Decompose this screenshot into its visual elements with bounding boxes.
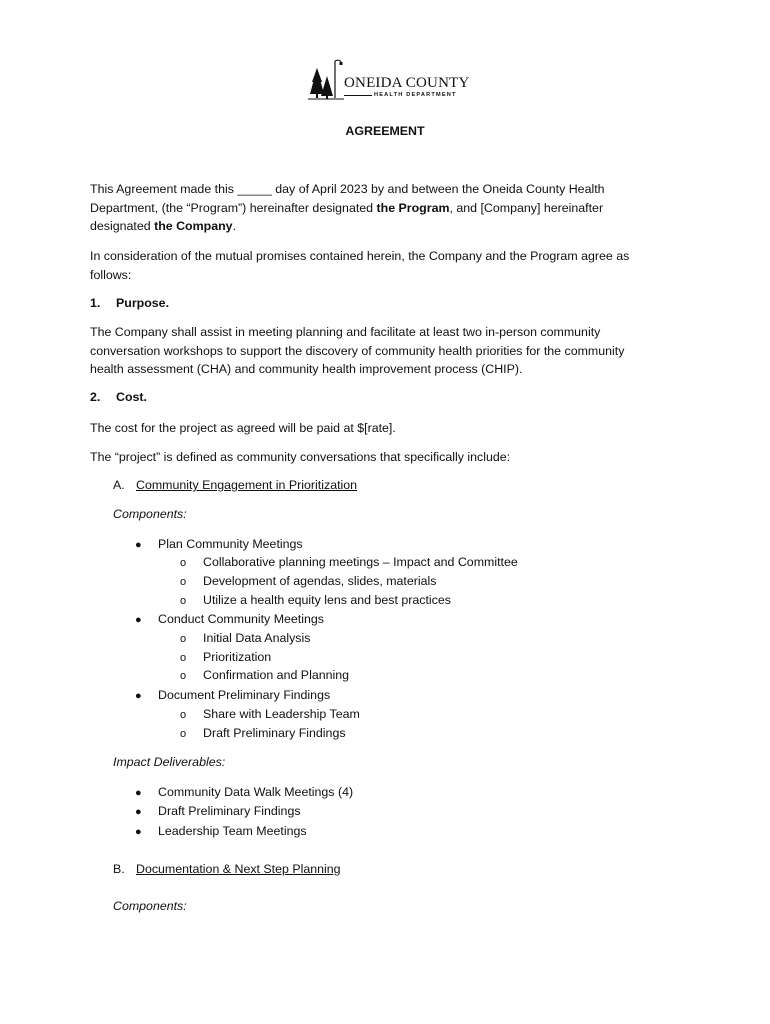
consideration-line-1: In consideration of the mutual promises contained herein, the Company and the Program agree as xyxy=(90,249,630,263)
intro-line-3c: . xyxy=(232,219,237,233)
list-item: o Utilize a health equity lens and best practices xyxy=(180,593,451,607)
bullet-icon: ● xyxy=(135,539,142,551)
purpose-paragraph xyxy=(90,323,660,379)
part-b-letter: B. xyxy=(113,862,125,876)
part-b-components-label: Components: xyxy=(113,899,187,913)
circle-bullet-icon: o xyxy=(180,652,187,664)
circle-bullet-icon: o xyxy=(180,728,187,740)
part-b-title: Documentation & Next Step Planning xyxy=(136,862,341,876)
consideration-paragraph xyxy=(90,247,660,284)
list-item: o Share with Leadership Team xyxy=(180,707,360,721)
intro-line-2a: Department, (the “Program”) hereinafter designated xyxy=(90,200,377,215)
list-item: o Initial Data Analysis xyxy=(180,631,311,645)
circle-bullet-icon: o xyxy=(180,595,187,607)
document-title: AGREEMENT xyxy=(345,124,425,138)
circle-bullet-icon: o xyxy=(180,557,187,569)
section-2-number: 2. xyxy=(90,390,101,404)
cost-line: The cost for the project as agreed will be paid at $[rate]. xyxy=(90,421,396,435)
bullet-icon: ● xyxy=(135,826,142,838)
consideration-line-2: follows: xyxy=(90,267,132,282)
list-item: ● Draft Preliminary Findings xyxy=(135,804,301,818)
bullet-icon: ● xyxy=(135,614,142,626)
purpose-line-3: health assessment (CHA) and community health improvement process (CHIP). xyxy=(90,362,523,376)
purpose-line-1: The Company shall assist in meeting planning and facilitate at least two in-person community xyxy=(90,325,601,339)
impact-deliverables-label: Impact Deliverables: xyxy=(113,755,226,769)
list-item: o Draft Preliminary Findings xyxy=(180,726,346,740)
intro-paragraph xyxy=(90,180,660,236)
project-definition-line: The “project” is defined as community conversations that specifically include: xyxy=(90,450,511,464)
section-1-heading xyxy=(90,296,169,310)
circle-bullet-icon: o xyxy=(180,633,187,645)
section-2-title: Cost. xyxy=(116,390,147,404)
logo-name: ONEIDA COUNTY xyxy=(344,75,470,91)
intro-line-3a: designated xyxy=(90,219,155,233)
circle-bullet-icon: o xyxy=(180,709,187,721)
section-1-title: Purpose. xyxy=(116,296,170,310)
logo-subtitle: HEALTH DEPARTMENT xyxy=(374,92,457,98)
list-item: o Development of agendas, slides, materials xyxy=(180,574,437,588)
list-item: ● Leadership Team Meetings xyxy=(135,824,307,838)
intro-line-1: This Agreement made this _____ day of April 2023 by and between the Oneida County Health xyxy=(90,182,605,196)
circle-bullet-icon: o xyxy=(180,576,187,588)
part-a-letter: A. xyxy=(113,478,125,492)
part-b-heading xyxy=(113,862,341,876)
tree-lamp-icon xyxy=(308,56,344,102)
section-1-number: 1. xyxy=(90,296,101,310)
part-a-title: Community Engagement in Prioritization xyxy=(136,478,358,492)
part-a-components-label: Components: xyxy=(113,507,187,521)
purpose-line-2: conversation workshops to support the discovery of community health priorities for the community xyxy=(90,343,625,358)
circle-bullet-icon: o xyxy=(180,670,187,682)
list-item: ● Plan Community Meetings xyxy=(135,537,303,551)
bullet-icon: ● xyxy=(135,787,142,799)
list-item: ● Community Data Walk Meetings (4) xyxy=(135,785,354,799)
list-item: o Prioritization xyxy=(180,650,272,664)
part-a-heading xyxy=(113,478,357,492)
list-item: ● Document Preliminary Findings xyxy=(135,688,331,702)
bullet-icon: ● xyxy=(135,690,142,702)
intro-line-2c: , and [Company] hereinafter xyxy=(449,200,604,215)
oneida-county-logo xyxy=(308,56,468,102)
intro-company-term: the Company xyxy=(154,219,233,233)
section-2-heading xyxy=(90,390,147,404)
list-item: ● Conduct Community Meetings xyxy=(135,612,324,626)
bullet-icon: ● xyxy=(135,806,142,818)
list-item: o Confirmation and Planning xyxy=(180,668,350,682)
list-item: o Collaborative planning meetings – Impact and Committee xyxy=(180,555,518,569)
intro-program-term: the Program xyxy=(376,200,450,215)
logo-rule xyxy=(344,95,372,96)
